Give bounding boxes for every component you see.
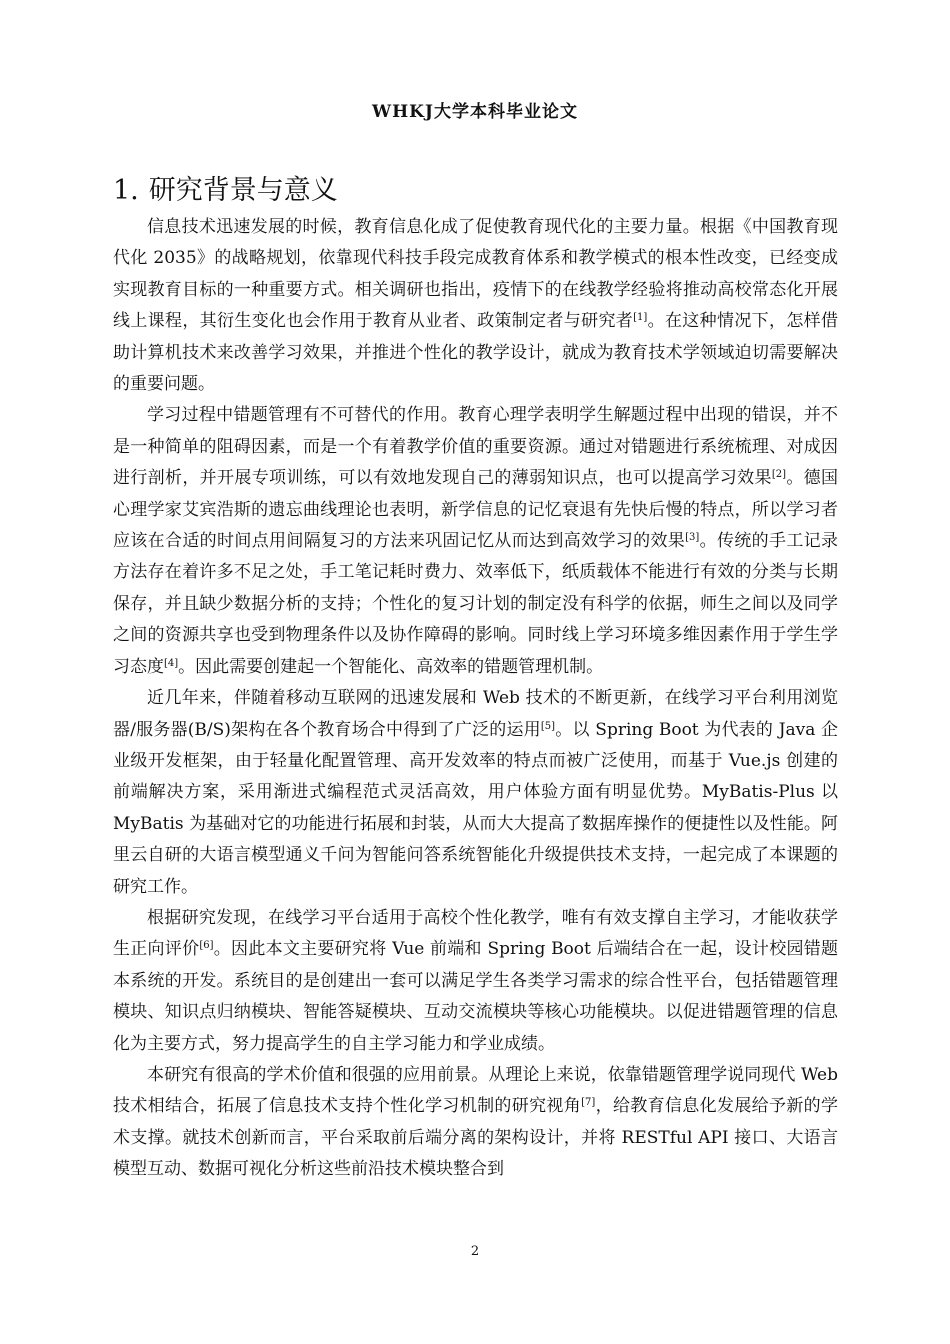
citation-marker: [6] <box>199 940 214 952</box>
paragraph-text: 。因此需要创建起一个智能化、高效率的错题管理机制。 <box>178 656 604 677</box>
paragraph-text: ，给教育信息化发展给予新的学术支撑。就技术创新而言，平台采取前后端分离的架构设计，并将 RESTful API 接口、大语言模型互动、数据可视化分析这些前沿技术模块整合到 <box>113 1096 839 1180</box>
citation-marker: [7] <box>581 1097 596 1109</box>
paragraph-text: 。在这种情况下，怎样借助计算机技术来改善学习效果，并推进个性化的教学设计，就成为教育技术学领域迫切需要解决的重要问题。 <box>113 311 839 395</box>
citation-marker: [3] <box>685 532 700 544</box>
paragraph-text: 。因此本文主要研究将 Vue 前端和 Spring Boot 后端结合在一起，设计校园错题本系统的开发。系统目的是创建出一套可以满足学生各类学习需求的综合性平台，包括错题管理模块、知识点归纳模块、智能答疑模块、互动交流模块等核心功能模块。以促进错题管理的信息化为主要方式，努力提高学生的自主学习能力和学业成绩。 <box>113 939 839 1054</box>
section-heading <box>113 168 338 207</box>
citation-marker: [1] <box>633 312 648 324</box>
paragraph-text: 。德国心理学家艾宾浩斯的遗忘曲线理论也表明，新学信息的记忆衰退有先快后慢的特点，所以学习者应该在合适的时间点用间隔复习的方法来巩固记忆从而达到高效学习的效果 <box>113 468 839 552</box>
body-paragraph <box>113 903 838 1060</box>
paragraph-text: 信息技术迅速发展的时候，教育信息化成了促使教育现代化的主要力量。根据《中国教育现代化 2035》的战略规划，依靠现代科技手段完成教育体系和教学模式的根本性改变，已经变成实现教育目标的一种重要方式。相关调研也指出，疫情下的在线教学经验将推动高校常态化开展线上课程，其衍生变化也会作用于教育从业者、政策制定者与研究者 <box>113 217 838 332</box>
body-paragraph <box>113 212 838 400</box>
running-header: WHKJ大学本科毕业论文 <box>372 102 578 122</box>
paragraph-text: 学习过程中错题管理有不可替代的作用。教育心理学表明学生解题过程中出现的错误，并不是一种简单的阻碍因素，而是一个有着教学价值的重要资源。通过对错题进行系统梳理、对成因进行剖析，并开展专项训练，可以有效地发现自己的薄弱知识点，也可以提高学习效果 <box>113 405 838 489</box>
body-text <box>113 212 838 1186</box>
body-paragraph <box>113 400 838 683</box>
paragraph-text: 。以 Spring Boot 为代表的 Java 企业级开发框架，由于轻量化配置管理、高开发效率的特点而被广泛使用，而基于 Vue.js 创建的前端解决方案，采用渐进式编程范式灵活高效，用户体验方面有明显优势。MyBatis-Plus 以 MyBatis 为基础对它的功能进行拓展和封装，从而大大提高了数据库操作的便捷性以及性能。阿里云自研的大语言模型通义千问为智能问答系统智能化升级提供技术支持，一起完成了本课题的研究工作。 <box>113 719 838 897</box>
citation-marker: [2] <box>771 469 786 481</box>
paragraph-text: 。传统的手工记录方法存在着许多不足之处，手工笔记耗时费力、效率低下，纸质载体不能进行有效的分类与长期保存，并且缺少数据分析的支持；个性化的复习计划的制定没有科学的依据，师生之间以及同学之间的资源共享也受到物理条件以及协作障碍的影响。同时线上学习环境多维因素作用于学生学习态度 <box>113 531 839 677</box>
citation-marker: [4] <box>164 657 179 669</box>
paragraph-text: 根据研究发现，在线学习平台适用于高校个性化教学，唯有有效支撑自主学习，才能收获学生正向评价 <box>113 907 838 960</box>
citation-marker: [5] <box>540 720 556 732</box>
section-number: 1. <box>113 175 139 206</box>
body-paragraph <box>113 683 838 903</box>
section-title: 研究背景与意义 <box>148 175 338 206</box>
paragraph-text: 本研究有很高的学术价值和很强的应用前景。从理论上来说，依靠错题管理学说同现代 Web 技术相结合，拓展了信息技术支持个性化学习机制的研究视角 <box>113 1064 838 1117</box>
page-number: 2 <box>470 1244 480 1259</box>
paragraph-text: 近几年来，伴随着移动互联网的迅速发展和 Web 技术的不断更新，在线学习平台利用浏览器/服务器(B/S)架构在各个教育场合中得到了广泛的运用 <box>113 688 838 740</box>
body-paragraph <box>113 1060 838 1186</box>
